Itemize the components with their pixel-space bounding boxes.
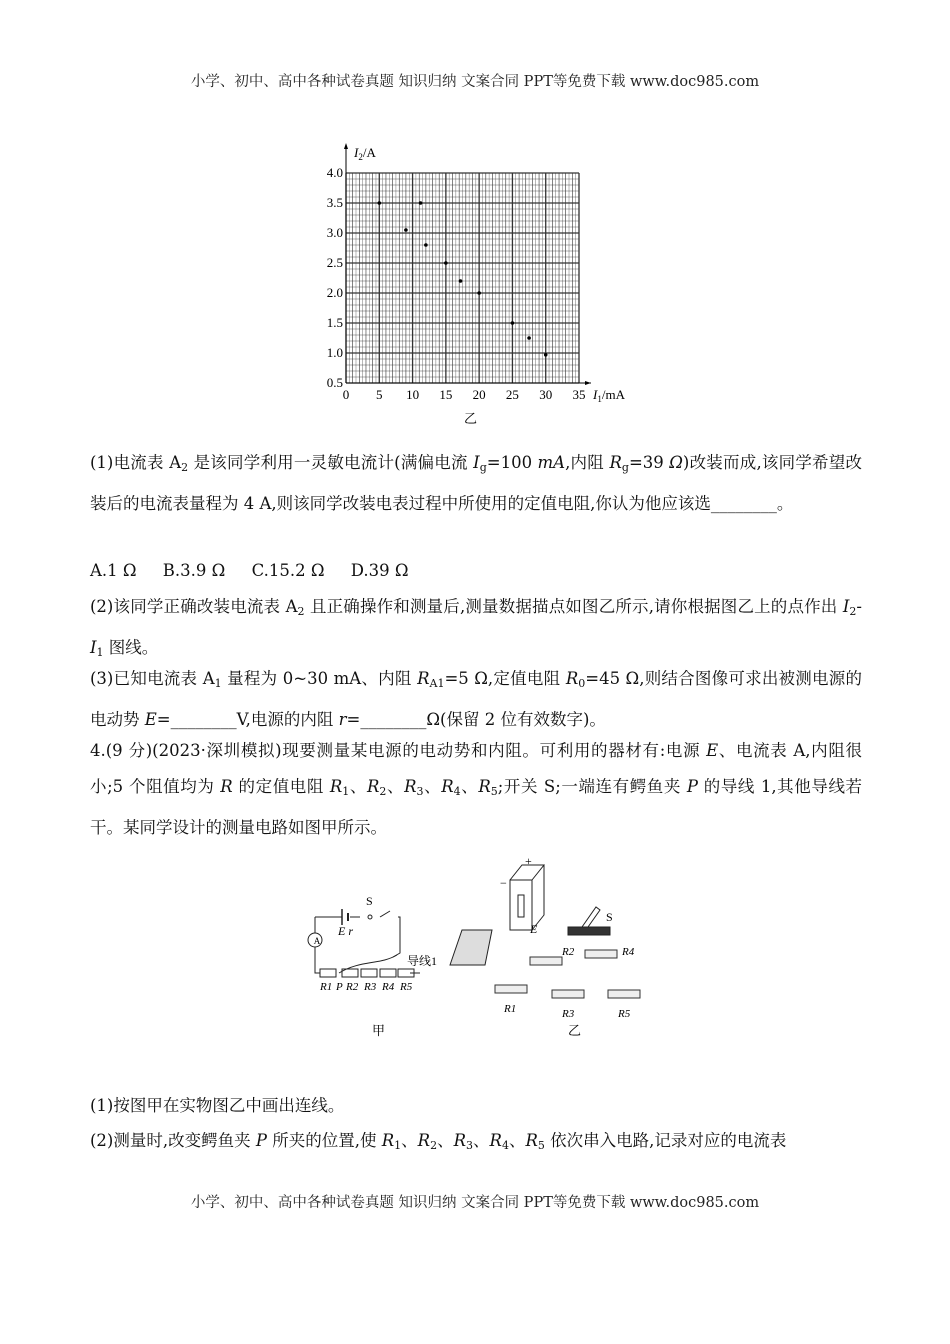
label-r5: R5 [400,981,413,993]
text-segment: 2 [379,785,387,798]
text-segment: R [329,777,343,796]
real-r4-label: R4 [622,946,635,958]
text-segment: R [381,1131,395,1150]
x-tick-label: 20 [472,387,486,402]
battery-label: E [530,922,538,936]
text-segment: 4 [453,785,461,798]
text-segment: 的导线 1,其他导线若干。某同学设计的测量电路如图甲所示。 [90,777,863,837]
text-segment: P [686,777,698,796]
label-r4: R4 [382,981,395,993]
switch-label: S [366,894,373,908]
text-segment: 1 [214,677,222,690]
data-point [459,279,463,283]
text-segment: R [565,669,579,688]
data-point [511,321,515,325]
text-segment: 、 [423,777,442,796]
y-tick-label: 2.0 [326,285,343,300]
text-segment: A.1 Ω B.3.9 Ω C.15.2 Ω D.39 Ω [90,561,409,580]
y-tick-label: 3.0 [326,225,343,240]
text-segment: =100 [486,453,538,472]
label-r1: R1 [320,981,333,993]
text-segment: g [479,461,487,474]
text-segment: =45 Ω,则结合图像可求出被测电源的电动势 [90,669,862,729]
real-switch-label: S [606,910,613,924]
text-segment: I [90,638,97,657]
text-segment: 5 [537,1139,545,1152]
data-point [404,228,408,232]
y-tick-label: 1.5 [326,315,343,330]
text-segment: R [609,453,622,472]
text-segment: (1)按图甲在实物图乙中画出连线。 [90,1096,345,1115]
text-segment: R [525,1131,538,1150]
text-segment: 2 [181,461,189,474]
real-r1-label: R1 [504,1003,517,1015]
text-segment: 、 [508,1131,526,1150]
data-point [424,243,428,247]
text-segment: 依次串入电路,记录对应的电流表 [544,1131,787,1150]
text-segment: P [255,1131,267,1150]
data-point [377,201,381,205]
question-4-part-1 [90,1088,862,1124]
text-segment: A1 [429,677,445,690]
text-segment: R [441,777,454,796]
label-r3: R3 [364,981,377,993]
text-segment: 5 [490,785,498,798]
battery-plus-label: + [525,855,532,868]
text-segment: 2 [297,605,305,618]
scatter-chart [300,140,650,430]
text-segment: r [338,710,347,729]
text-segment: ,内阻 [565,453,610,472]
options-line [90,553,862,589]
text-segment: mA [537,453,566,472]
text-segment: R [404,777,417,796]
text-segment: 、 [437,1131,454,1150]
x-tick-label: 25 [505,387,519,402]
battery-minus-label: − [500,876,507,890]
question-3-part-1 [90,445,862,522]
page-footer: 小学、初中、高中各种试卷真题 知识归纳 文案合同 PPT等免费下载 www.doc985.com [190,1195,760,1211]
text-segment: 3 [416,785,424,798]
ammeter-symbol-label: A [313,936,321,946]
text-segment: ;开关 S;一端连有鳄鱼夹 [497,777,687,796]
text-segment: (1)电流表 A [90,453,182,472]
question-3-part-3 [90,661,862,738]
text-segment: 图线。 [103,638,159,657]
x-tick-label: 15 [439,387,453,402]
data-point [527,336,531,340]
text-segment: R [478,777,491,796]
text-segment: E [706,741,719,760]
y-tick-label: 4.0 [326,165,343,180]
text-segment: R [417,1131,431,1150]
text-segment: 0 [578,677,586,690]
text-segment: R [489,1131,502,1150]
text-segment: 2 [849,605,857,618]
text-segment: 所夹的位置,使 [266,1131,382,1150]
real-r5-label: R5 [618,1008,631,1020]
text-segment: (2)测量时,改变鳄鱼夹 [90,1131,256,1150]
text-segment: 4.(9 分)(2023·深圳模拟)现要测量某电源的电动势和内阻。可利用的器材有:电源 [90,741,707,760]
y-axis-label: $I_2/A$ [354,145,376,162]
text-segment: - [856,597,862,616]
text-segment: =________V,电源的内阻 [156,710,339,729]
x-axis-label: $I_1/mA$ [593,387,625,404]
text-segment: 、电流表 A,内阻很小;5 个阻值均为 [90,741,862,796]
real-r3-label: R3 [562,1008,575,1020]
question-4-stem [90,733,862,846]
text-segment: =________Ω(保留 2 位有效数字)。 [346,710,606,729]
text-segment: 3 [466,1139,474,1152]
x-tick-label: 10 [406,387,420,402]
text-segment: (3)已知电流表 A [90,669,215,688]
text-segment: 、 [386,777,405,796]
data-point [419,201,423,205]
text-segment: 量程为 0~30 mA、内阻 [221,669,418,688]
y-tick-label: 2.5 [326,255,343,270]
text-segment: =39 [628,453,670,472]
y-tick-label: 0.5 [326,375,343,390]
x-axis-arrow [585,381,591,385]
text-segment: 、 [473,1131,490,1150]
page-header: 小学、初中、高中各种试卷真题 知识归纳 文案合同 PPT等免费下载 www.doc985.com [190,74,760,90]
data-point [544,353,548,357]
text-segment: 、 [460,777,479,796]
wire-label: 导线1 [407,954,438,968]
x-tick-label: 35 [572,387,586,402]
question-4-part-2 [90,1123,862,1164]
text-segment: 的定值电阻 [232,777,330,796]
data-point [444,261,448,265]
text-segment: (2)该同学正确改装电流表 A [90,597,298,616]
text-segment: 且正确操作和测量后,测量数据描点如图乙所示,请你根据图乙上的点作出 [304,597,843,616]
label-r2: R2 [346,981,359,993]
chart-caption: 乙 [463,411,478,426]
y-tick-label: 1.0 [326,345,343,360]
y-axis-arrow [344,143,348,149]
circuit-figure [300,855,650,1045]
label-p: P [336,981,343,993]
text-segment: R [366,777,380,796]
text-segment: 、 [349,777,367,796]
text-segment: E [144,710,157,729]
text-segment: Ω [669,453,683,472]
caption-yi: 乙 [568,1023,582,1038]
y-tick-label: 3.5 [326,195,343,210]
caption-jia: 甲 [372,1023,386,1038]
data-point [477,291,481,295]
real-r2-label: R2 [562,946,575,958]
text-segment: 1 [394,1139,402,1152]
x-tick-label: 30 [539,387,553,402]
text-segment: g [621,461,629,474]
text-segment: R [220,777,233,796]
text-segment: =5 Ω,定值电阻 [444,669,566,688]
text-segment: R [417,669,430,688]
x-tick-label: 0 [342,387,350,402]
text-segment: 4 [501,1139,509,1152]
text-segment: 2 [430,1139,438,1152]
x-tick-label: 5 [376,387,383,402]
text-segment: 1 [96,646,104,659]
emf-label: E r [338,924,353,938]
question-3-part-2 [90,589,862,671]
text-segment: 是该同学利用一灵敏电流计(满偏电流 [188,453,474,472]
text-segment: I [473,453,480,472]
text-segment: 、 [401,1131,418,1150]
text-segment: I [842,597,850,616]
text-segment: )改装而成,该同学希望改装后的电流表量程为 4 A,则该同学改装电表过程中所使用的定值电阻,你认为他应该选________。 [90,453,862,513]
text-segment: 1 [342,785,350,798]
text-segment: R [453,1131,467,1150]
